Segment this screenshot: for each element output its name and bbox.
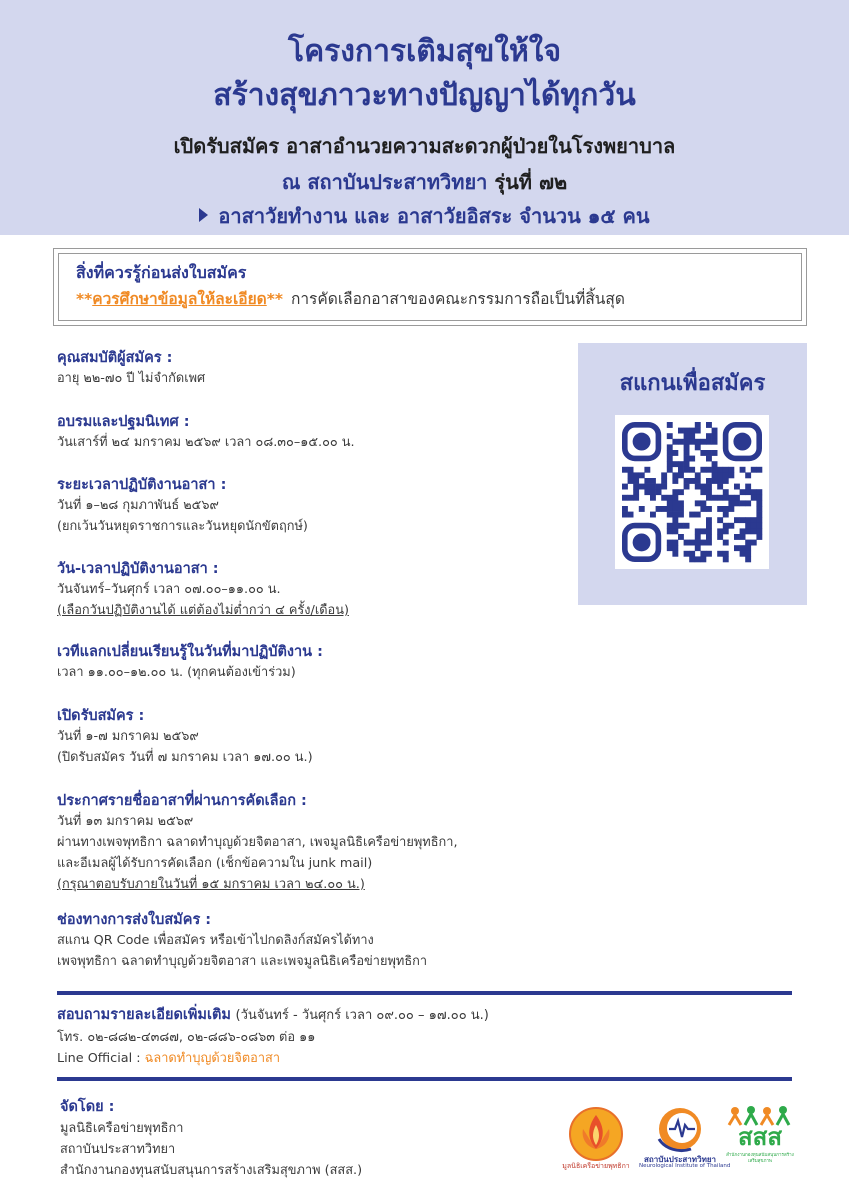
section-training	[57, 412, 577, 453]
qr-title: สแกนเพื่อสมัคร	[619, 371, 766, 396]
contact-phone: โทร. ๐๒-๘๘๒-๔๓๘๗, ๐๒-๘๘๖-๐๘๖๓ ต่อ ๑๑	[57, 1030, 316, 1045]
triangle-bullet-icon	[199, 208, 208, 222]
line-label: Line Official :	[57, 1051, 141, 1066]
head-pulse-icon	[645, 1105, 715, 1155]
notice-box	[53, 248, 807, 326]
section-heading: ระยะเวลาปฏิบัติงานอาสา :	[57, 477, 227, 493]
section-line: สแกน QR Code เพื่อสมัคร หรือเข้าไปกดลิงก์สมัครได้ทาง	[57, 933, 374, 948]
line-official-link[interactable]: ฉลาดทำบุญด้วยจิตอาสา	[144, 1051, 281, 1066]
buddhika-caption: มูลนิธิเครือข่ายพุทธิกา	[562, 1162, 630, 1170]
contact-block	[57, 1004, 797, 1069]
section-line: และอีเมลผู้ได้รับการคัดเลือก (เช็กข้อความใน junk mail)	[57, 856, 373, 871]
section-line: เพจพุทธิกา ฉลาดทำบุญด้วยจิตอาสา และเพจมูลนิธิเครือข่ายพุทธิกา	[57, 954, 428, 969]
section-heading: เวทีแลกเปลี่ยนเรียนรู้ในวันที่มาปฏิบัติงาน :	[57, 644, 323, 660]
section-sharing-forum	[57, 642, 577, 683]
section-application-channels	[57, 910, 577, 972]
notice-stars-open: **	[76, 290, 93, 308]
thaihealth-mark: สสส	[738, 1123, 782, 1151]
contact-hours: (วันจันทร์ - วันศุกร์ เวลา ๐๙.๐๐ – ๑๗.๐๐ น.)	[235, 1008, 489, 1023]
project-title-line1: โครงการเติมสุขให้ใจ	[287, 34, 562, 69]
notice-stars-close: **	[266, 290, 283, 308]
venue-name: ณ สถาบันประสาทวิทยา	[281, 170, 488, 194]
section-line: ผ่านทางเพจพุทธิกา ฉลาดทำบุญด้วยจิตอาสา, เพจมูลนิธิเครือข่ายพุทธิกา,	[57, 835, 458, 850]
qr-code-graphic	[615, 415, 769, 569]
pni-logo	[639, 1105, 731, 1171]
contact-heading-line	[57, 1004, 797, 1027]
project-title-line2: สร้างสุขภาวะทางปัญญาได้ทุกวัน	[213, 78, 636, 113]
contact-heading: สอบถามรายละเอียดเพิ่มเติม	[57, 1007, 231, 1023]
thaihealth-logo	[725, 1105, 795, 1171]
section-volunteer-period	[57, 475, 577, 537]
section-line: (กรุณาตอบรับภายในวันที่ ๑๕ มกราคม เวลา ๒๔.๐๐ น.)	[57, 877, 365, 892]
section-volunteer-schedule	[57, 559, 577, 621]
section-line: วันที่ ๑-๗ มกราคม ๒๕๖๙	[57, 729, 199, 744]
section-qualification	[57, 348, 577, 389]
header-banner	[0, 0, 849, 235]
pni-caption-th: สถาบันประสาทวิทยา	[643, 1155, 717, 1164]
organizers-heading: จัดโดย :	[60, 1099, 115, 1115]
section-heading: ประกาศรายชื่ออาสาที่ผ่านการคัดเลือก :	[57, 793, 307, 809]
section-line: (ปิดรับสมัคร วันที่ ๗ มกราคม เวลา ๑๗.๐๐ น.)	[57, 750, 313, 765]
divider-top	[57, 991, 792, 995]
organizers-block	[60, 1096, 520, 1181]
volunteer-count-text: อาสาวัยทำงาน และ อาสาวัยอิสระ จำนวน ๑๕ คน	[218, 204, 650, 228]
organizer-item: มูลนิธิเครือข่ายพุทธิกา	[60, 1121, 184, 1136]
notice-title: สิ่งที่ควรรู้ก่อนส่งใบสมัคร	[76, 263, 247, 282]
section-line: อายุ ๒๒-๗๐ ปี ไม่จำกัดเพศ	[57, 371, 206, 386]
notice-line	[76, 286, 625, 311]
section-line: เวลา ๑๑.๐๐–๑๒.๐๐ น. (ทุกคนต้องเข้าร่วม)	[57, 665, 296, 680]
organizer-item: สถาบันประสาทวิทยา	[60, 1142, 176, 1157]
recruitment-subtitle: เปิดรับสมัคร อาสาอำนวยความสะดวกผู้ป่วยในโรงพยาบาล	[173, 134, 676, 158]
lotus-flame-icon	[563, 1105, 629, 1165]
section-application-open	[57, 706, 577, 768]
section-announcement	[57, 791, 577, 895]
organizer-item: สำนักงานกองทุนสนับสนุนการสร้างเสริมสุขภาพ (สสส.)	[60, 1163, 363, 1178]
volunteer-count-line	[0, 200, 849, 232]
qr-panel	[578, 343, 807, 605]
batch-number: รุ่นที่ ๗๒	[494, 170, 568, 194]
pni-caption-en: Neurological Institute of Thailand	[639, 1163, 731, 1169]
section-line: วันที่ ๑๓ มกราคม ๒๕๖๙	[57, 814, 194, 829]
section-line: วันเสาร์ที่ ๒๔ มกราคม ๒๕๖๙ เวลา ๐๘.๓๐–๑๕.๐๐ น.	[57, 435, 355, 450]
divider-bottom	[57, 1077, 792, 1081]
section-line: วันจันทร์–วันศุกร์ เวลา ๐๗.๐๐–๑๑.๐๐ น.	[57, 582, 281, 597]
section-heading: คุณสมบัติผู้สมัคร :	[57, 350, 173, 366]
thaihealth-caption: สำนักงานกองทุนสนับสนุนการสร้างเสริมสุขภาพ	[726, 1153, 794, 1164]
section-line: วันที่ ๑–๒๘ กุมภาพันธ์ ๒๕๖๙	[57, 498, 219, 513]
qr-code[interactable]	[615, 415, 769, 569]
notice-emphasis: ควรศึกษาข้อมูลให้ละเอียด	[92, 290, 267, 308]
section-heading: เปิดรับสมัคร :	[57, 708, 145, 724]
section-heading: อบรมและปฐมนิเทศ :	[57, 414, 190, 430]
notice-rest: การคัดเลือกอาสาของคณะกรรมการถือเป็นที่สิ้นสุด	[290, 290, 625, 308]
section-line: (ยกเว้นวันหยุดราชการและวันหยุดนักขัตฤกษ์)	[57, 519, 308, 534]
section-heading: ช่องทางการส่งใบสมัคร :	[57, 912, 212, 928]
buddhika-logo	[563, 1105, 629, 1171]
contact-line-official	[57, 1048, 797, 1069]
section-line: (เลือกวันปฏิบัติงานได้ แต่ต้องไม่ต่ำกว่า ๔ ครั้ง/เดือน)	[57, 603, 349, 618]
section-heading: วัน-เวลาปฏิบัติงานอาสา :	[57, 561, 219, 577]
venue-line	[0, 166, 849, 198]
